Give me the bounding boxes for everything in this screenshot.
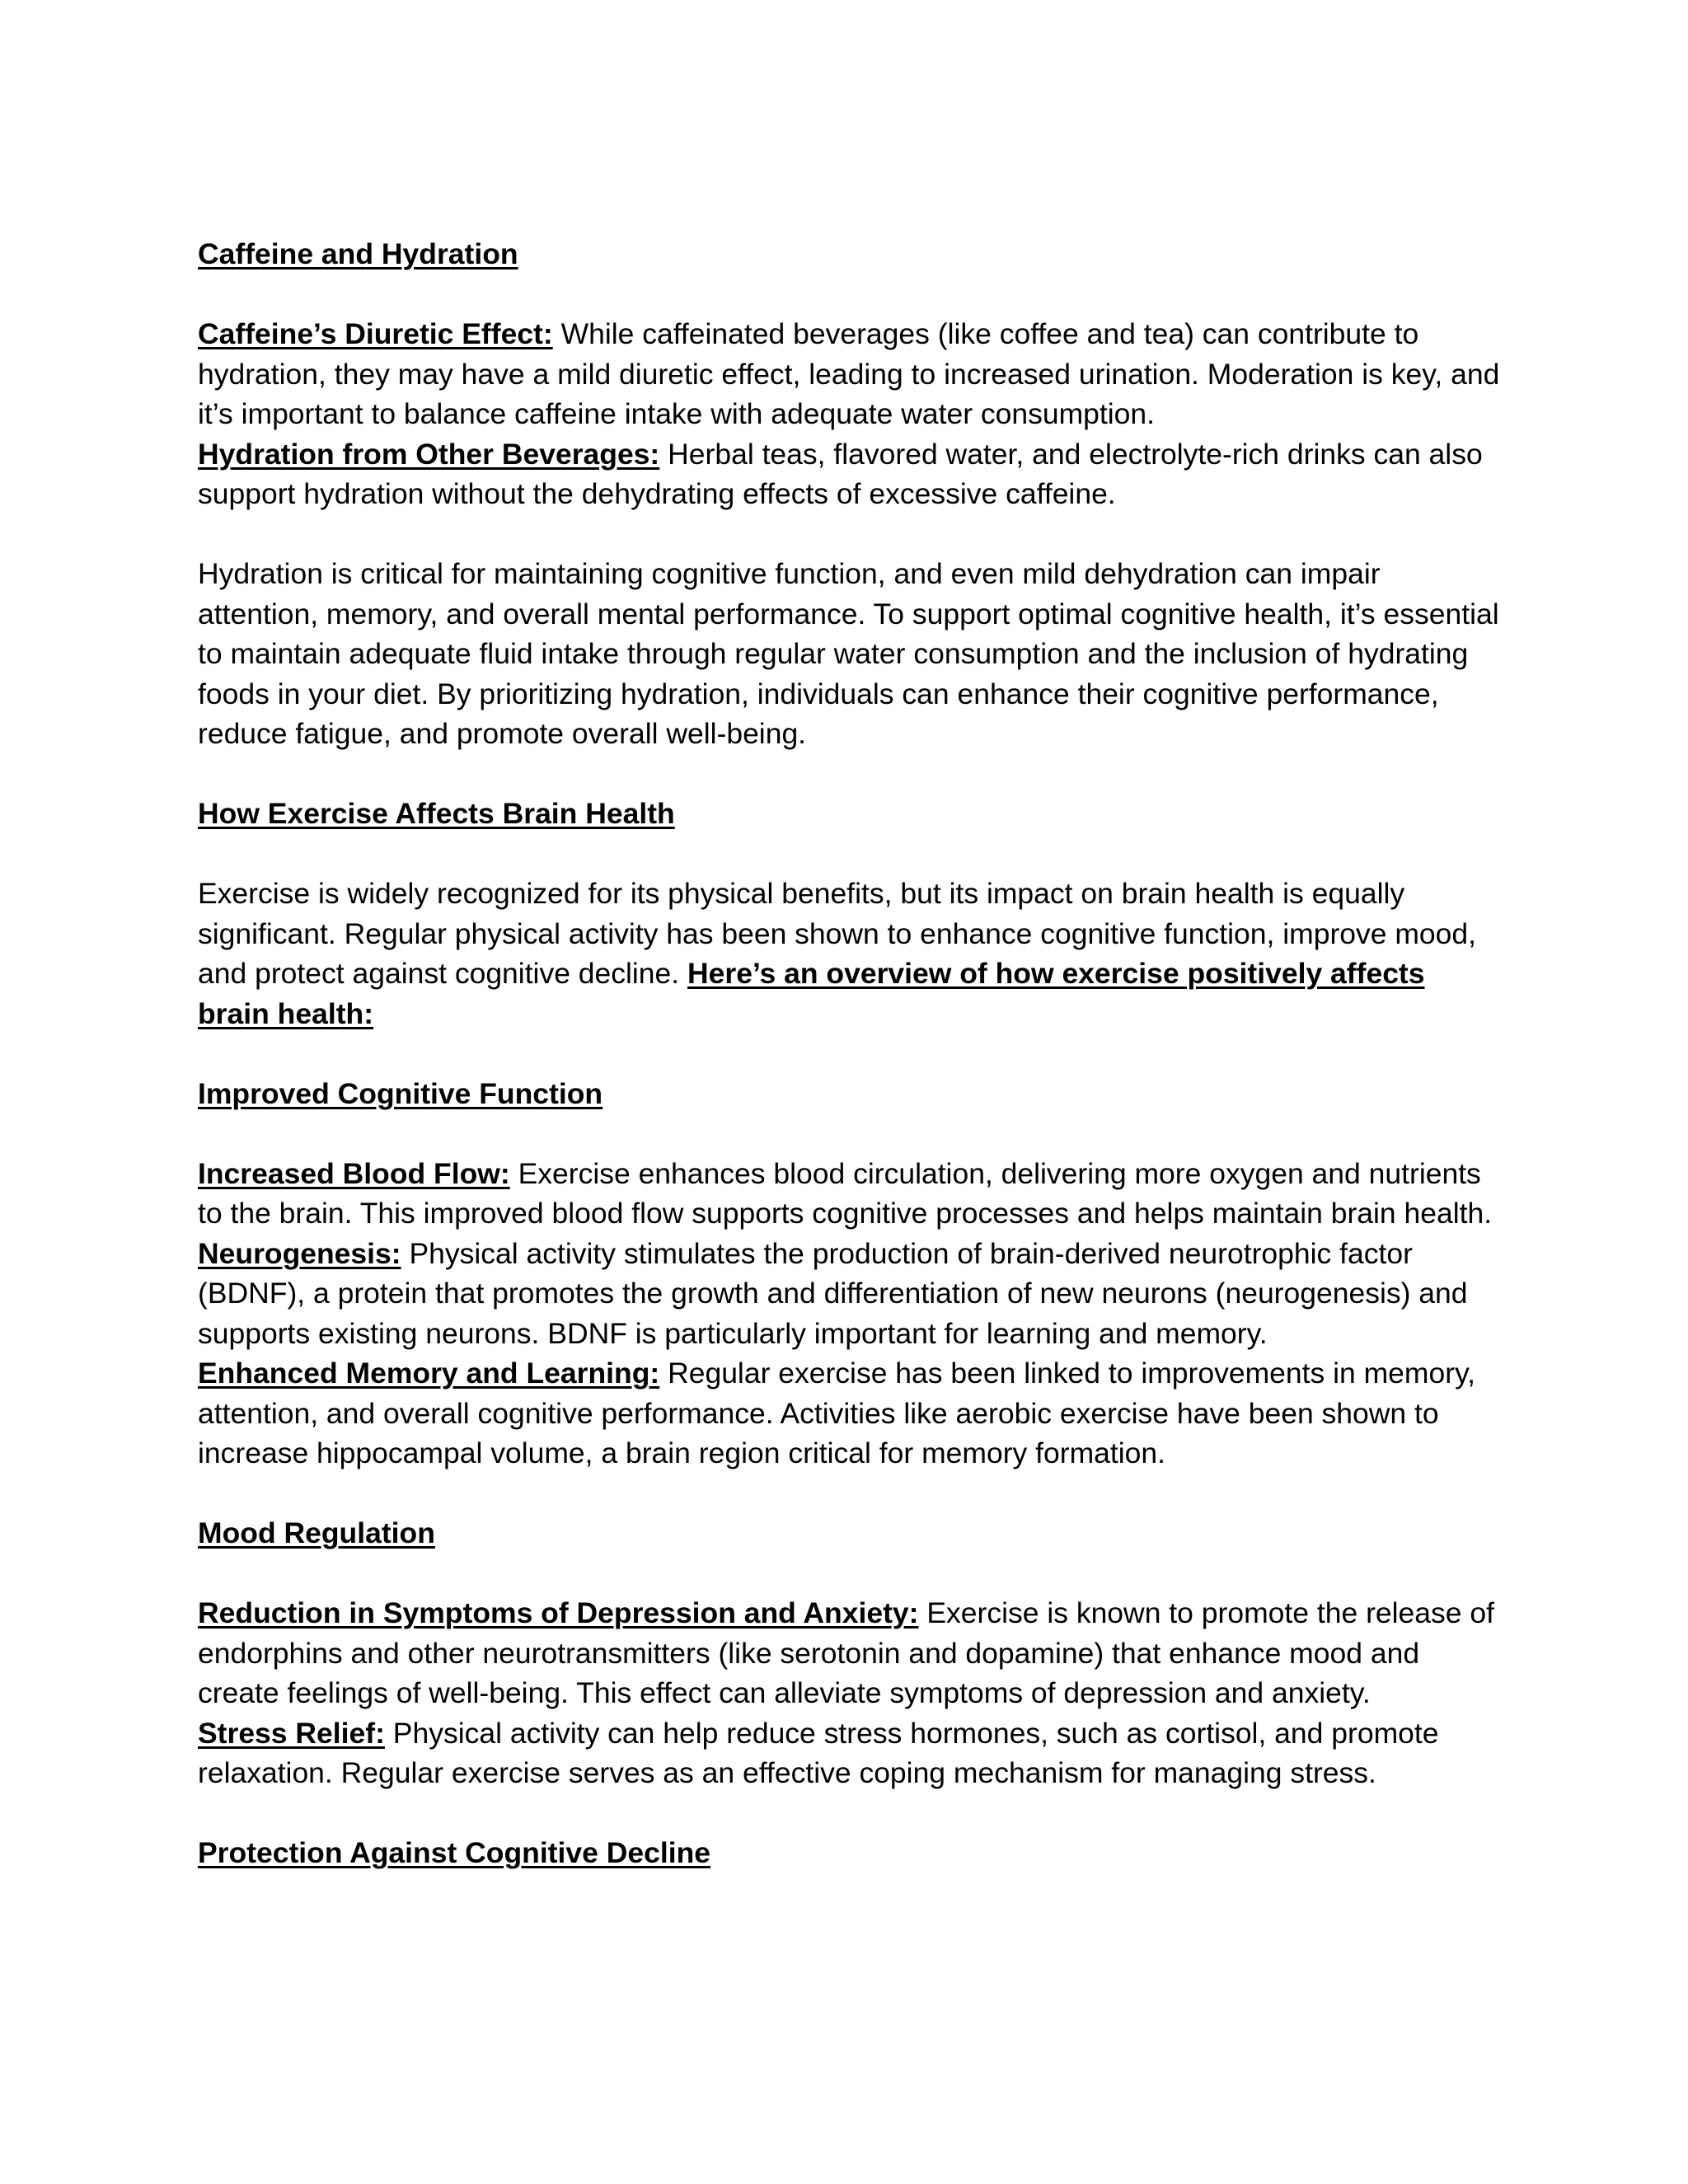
paragraph-text: Regular exercise has been linked to improvements in memory, attention, and overall cognitive performance. Activities like aerobic exercise have been shown to increase hippocampal volume, a brain region critical for memory formation. <box>198 1357 1476 1469</box>
paragraph-text: Exercise enhances blood circulation, delivering more oxygen and nutrients to the brain. This improved blood flow supports cognitive processes and helps maintain brain health. <box>198 1156 1493 1230</box>
paragraph-diuretic-effect <box>198 314 1500 434</box>
heading-text: Mood Regulation <box>198 1516 435 1549</box>
heading-improved-cognitive-function <box>198 1074 1500 1114</box>
paragraph-text: Exercise is known to promote the release of endorphins and other neurotransmitters (like serotonin and dopamine) that enhance mood and create feelings of well-being. This effect can alleviate symptoms of depression and anxiety. <box>198 1596 1494 1709</box>
spacer <box>198 1474 1500 1514</box>
term-label: Stress Relief: <box>198 1716 385 1750</box>
term-label: Neurogenesis: <box>198 1236 401 1270</box>
paragraph-blood-flow <box>198 1154 1500 1234</box>
heading-protection-cognitive-decline <box>198 1833 1500 1873</box>
heading-text: Improved Cognitive Function <box>198 1076 603 1110</box>
spacer <box>198 274 1500 315</box>
paragraph-text: While caffeinated beverages (like coffee and tea) can contribute to hydration, they may have a mild diuretic effect, leading to increased urination. Moderation is key, and it’s important to balance caffeine intake with adequate water consumption. <box>198 317 1500 430</box>
heading-text: Protection Against Cognitive Decline <box>198 1836 710 1869</box>
paragraph-hydration-summary <box>198 554 1500 754</box>
term-label: Increased Blood Flow: <box>198 1156 510 1190</box>
term-label: Enhanced Memory and Learning: <box>198 1357 660 1390</box>
spacer <box>198 514 1500 555</box>
spacer <box>198 1554 1500 1594</box>
spacer <box>198 1113 1500 1154</box>
paragraph-stress-relief <box>198 1713 1500 1793</box>
term-label: Hydration from Other Beverages: <box>198 437 660 471</box>
paragraph-text: Physical activity stimulates the production of brain-derived neurotrophic factor (BDNF), a protein that promotes the growth and differentiation of new neurons (neurogenesis) and supports existing neurons. BDNF is particularly important for learning and memory. <box>198 1236 1468 1350</box>
heading-caffeine-hydration <box>198 234 1500 274</box>
paragraph-text: Herbal teas, flavored water, and electrolyte-rich drinks can also support hydration without the dehydrating effects of excessive caffeine. <box>198 437 1483 510</box>
paragraph-exercise-intro <box>198 874 1500 1033</box>
spacer <box>198 754 1500 794</box>
overview-lead-in: Here’s an overview of how exercise positively affects brain health: <box>198 957 1425 1030</box>
paragraph-text: Hydration is critical for maintaining cognitive function, and even mild dehydration can impair attention, memory, and overall mental performance. To support optimal cognitive health, it’s essential to maintain adequate fluid intake through regular water consumption and the inclusion of hydrating foods in your diet. By prioritizing hydration, individuals can enhance their cognitive performance, reduce fatigue, and promote overall well-being. <box>198 557 1499 750</box>
spacer <box>198 1033 1500 1074</box>
term-label: Caffeine’s Diuretic Effect: <box>198 317 553 350</box>
paragraph-text: Exercise is widely recognized for its physical benefits, but its impact on brain health is equally significant. Regular physical activity has been shown to enhance cognitive function, improve mood, and protect against cognitive decline. <box>198 877 1477 990</box>
spacer <box>198 1793 1500 1834</box>
heading-text: Caffeine and Hydration <box>198 237 518 270</box>
paragraph-memory-learning <box>198 1353 1500 1474</box>
document-body <box>198 234 1500 1873</box>
paragraph-text: Physical activity can help reduce stress hormones, such as cortisol, and promote relaxation. Regular exercise serves as an effective coping mechanism for managing stress. <box>198 1716 1439 1789</box>
term-label: Reduction in Symptoms of Depression and Anxiety: <box>198 1596 919 1629</box>
paragraph-neurogenesis <box>198 1234 1500 1354</box>
paragraph-other-beverages <box>198 434 1500 514</box>
heading-text: How Exercise Affects Brain Health <box>198 797 675 830</box>
paragraph-depression-anxiety <box>198 1593 1500 1713</box>
heading-exercise-brain-health <box>198 794 1500 834</box>
spacer <box>198 834 1500 874</box>
heading-mood-regulation <box>198 1513 1500 1554</box>
